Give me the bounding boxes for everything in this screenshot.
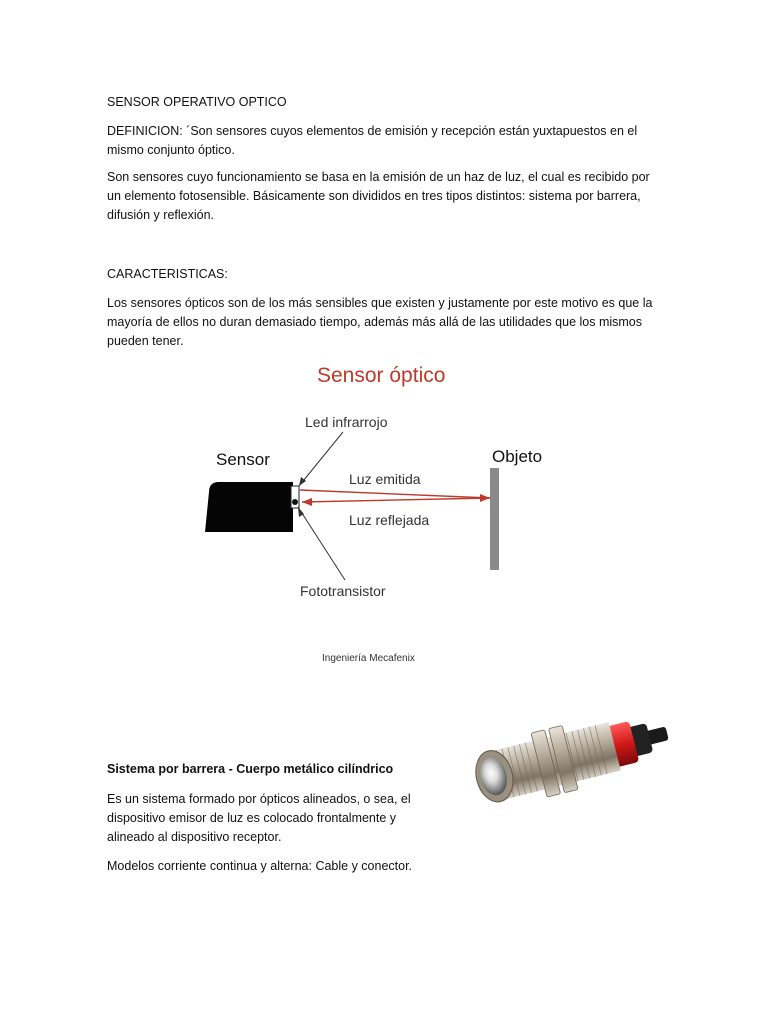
cylindrical-sensor-icon xyxy=(455,700,675,840)
diagram-credit: Ingeniería Mecafenix xyxy=(322,653,415,664)
object-label: Objeto xyxy=(492,447,543,466)
barrier-heading: Sistema por barrera - Cuerpo metálico cilíndrico xyxy=(107,762,394,776)
object-plate xyxy=(490,468,499,570)
characteristics-paragraph: Los sensores ópticos son de los más sensibles que existen y justamente por este motivo es que la mayoría de ellos no duran demasiado tiempo, además más allá de las utilidades que los mismos pueden tener. xyxy=(107,296,653,348)
sensor-body xyxy=(205,482,293,532)
cylindrical-sensor-photo xyxy=(455,700,675,840)
led-label: Led infrarrojo xyxy=(305,414,388,430)
phototransistor-label: Fototransistor xyxy=(300,583,386,599)
barrier-paragraph: Es un sistema formado por ópticos alineados, o sea, el dispositivo emisor de luz es colocado frontalmente y alineado al dispositivo receptor. xyxy=(107,792,411,844)
function-paragraph: Son sensores cuyo funcionamiento se basa en la emisión de un haz de luz, el cual es recibido por un elemento fotosensible. Básicamente son divididos en tres tipos distintos: sistema por barrera, difusión y reflexión. xyxy=(107,170,650,222)
characteristics-heading: CARACTERISTICAS: xyxy=(107,267,228,281)
emitted-label: Luz emitida xyxy=(349,471,421,487)
optical-sensor-diagram xyxy=(107,350,652,670)
diagram-svg xyxy=(107,350,652,670)
document-title: SENSOR OPERATIVO OPTICO xyxy=(107,95,287,109)
phototransistor-element xyxy=(292,499,298,505)
models-paragraph: Modelos corriente continua y alterna: Cable y conector. xyxy=(107,859,413,873)
diagram-title: Sensor óptico xyxy=(317,364,446,387)
sensor-label: Sensor xyxy=(216,450,270,469)
definition-paragraph: DEFINICION: ´Son sensores cuyos elementos de emisión y recepción están yuxtapuestos en el mismo conjunto óptico. xyxy=(107,124,638,157)
reflected-label: Luz reflejada xyxy=(349,512,430,528)
